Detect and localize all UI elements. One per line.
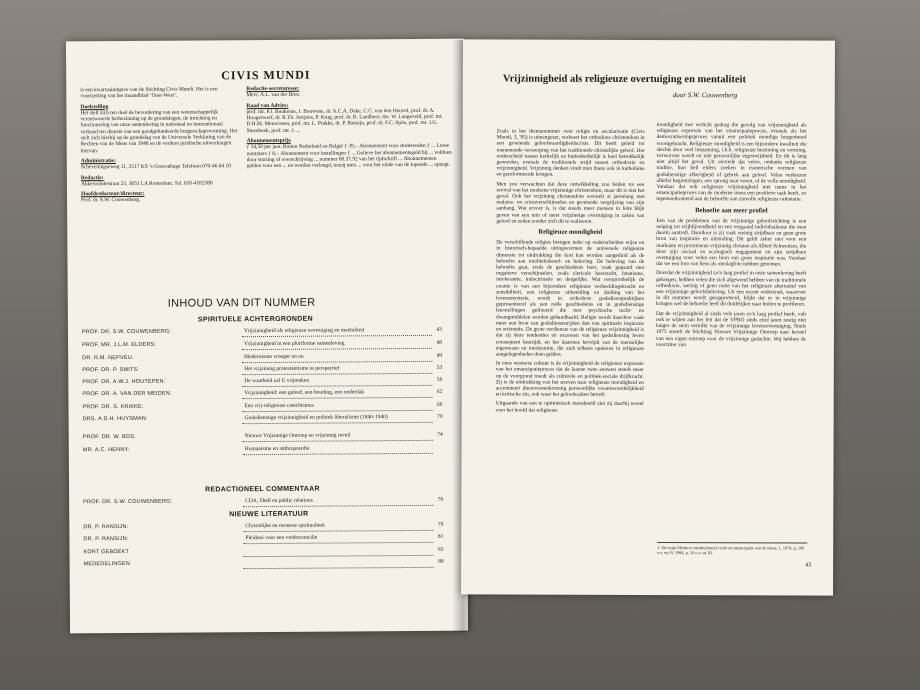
toc-section-literatuur: NIEUWE LITERATUUR [229, 510, 309, 519]
toc-title: INHOUD VAN DIT NUMMER [167, 296, 316, 310]
toc-page-number: 53 [436, 364, 443, 371]
toc-title-text [246, 559, 416, 560]
toc-title-text: Nieuwe Vrijzinnige Omroep en vrijzinnig reveil [244, 432, 351, 440]
toc-dotted-leader [243, 440, 433, 442]
administratie-text: Scheveningseweg 11, 2517 KS ’s-Gravenhage Telefoon 070-46 04 10 [80, 163, 231, 171]
toc-title-text: Vrijzinnigheid: een geloof, een houding, een onderdak [244, 389, 365, 397]
toc-title-text: Christelijke en oosterse spiritualiteit [245, 522, 325, 530]
toc-title-text: Een vrij-religieuze catechismus [244, 402, 314, 410]
toc-row [83, 432, 443, 446]
toc-page-number: 70 [437, 413, 443, 420]
toc-page-number: 78 [437, 496, 444, 503]
colophon-column-left [80, 86, 241, 204]
page-number: 43 [805, 562, 812, 569]
toc-row [83, 497, 443, 511]
administratie-heading: Administratie: [80, 158, 116, 165]
toc-dotted-leader [243, 542, 433, 544]
intro-text: is een kwartaaluitgave van de Stichting Civis Mundi. Het is een voortzetting van het maandblad ‘Oost-West’. [80, 86, 218, 100]
toc-title-text: Godsdienstige vrijzinnigheid en politiek liberalisme (1840-1940) [244, 414, 388, 422]
article-paragraph: Men zou verwachten dat deze ontwikkeling zou leiden tot een revival van het moderne vrijzinnige christendom, maar dit is niet het geval. Ook het vrijzinnig christendom worstelt al jarenlang met malaise- en crisisverschijnselen en groeiende vergrijzing van zijn aanhang. Wat ervoor is, is dat steeds meer mensen in feite blijk geven van een min of meer vrijzinnige overtuiging in zaken van geloof en zeden zonder zich dit te realiseren. [496, 181, 645, 225]
toc-author: PROF. DR. A.W.J. HOUTEPEN: [82, 378, 166, 386]
pencil-mark: 368 a [659, 4, 687, 18]
toc-author: KORT GEBOEKT [83, 548, 130, 556]
section-heading-behoefte: Behoefte aan meer profiel [695, 206, 768, 215]
toc-author: PROF. DR. P. SMITS: [82, 366, 140, 374]
abonnement-heading: Abonnementsprijs [246, 137, 291, 145]
toc-dotted-leader [244, 555, 434, 557]
toc-author: MEDEDELINGEN [83, 560, 131, 568]
toc-title-text: Vrijzinnigheid in een pluriforme samenleving [244, 340, 345, 348]
toc-title-text: Modernisme vroeger en nu [244, 353, 304, 361]
toc-author: PROF. DR. S. KRIKKE: [82, 403, 144, 411]
raad-heading: Raad van Advies: [246, 102, 289, 109]
toc-row [82, 327, 442, 341]
article-paragraph: Een van de problemen van de vrijzinnige geloofsrichting is een neiging tot vrijblijvendheid en een vergaand individualisme die men daarin aantreft. Daardoor is zij vaak weinig strijdbaar en geen grote bron van inspiratie en uitstraling. Dit geldt zeker niet voor een markante en prominente vrijzinnig christen als Albert Schweitzer, die door zijn sociaal en ecologisch engagement en zijn strijdbare overtuiging voor velen een bron van grote inspiratie was. Vandaar dat we een foto van hem als omslagfoto hebben genomen. [656, 217, 807, 268]
article-paragraph: Uitgaande van een te optimistisch mensbeeld ziet zij daarbij teveel over het hoofd dat religieuze [495, 400, 644, 414]
colophon-column-right [246, 85, 452, 170]
toc-dotted-leader [243, 422, 433, 424]
toc-dotted-leader [243, 453, 433, 455]
toc-title-text [245, 547, 415, 548]
toc-author: PROF. DR. A. VAN DER MEIDEN: [82, 390, 172, 398]
toc-title-text: Humanisme en anthroposofie [244, 445, 310, 453]
toc-author: PROF. DR. W. BOS: [82, 433, 136, 441]
article-paragraph: mondigheid met verlicht gedrag die gevolg van vrijzinnigheid als religieuze expressie van het emancipatieproces, evenals als het democratiseringsproces vanuit een politiek mondige burgerbesef voortgebracht. Religieuze mondigheid is een bijzondere kwaliteit die slechts door veel inspanning, i.h.b. religieuze bezinning en vorming, verworven wordt en niet persoonlijke eigenwijsheid. En dit is lang niet altijd het geval. Uit onvrede dat velen, ondanks religieuze traditie, hun heil elders zoeken in esoterische vormen van godsdienstige afkerigheid of gebrek aan geloof. Velen verkiezen allerlei begrenzingen, een sprong naar voren, of de volle mondigheid. Vandaar dat ook religieuze vrijzinnigheid met name in het emancipatieproces van de moderne mens een positieve taak heeft, zo tegemoetkomend aan de behoefte aan zinvolle religieuze oriëntatie. [656, 122, 807, 203]
toc-dotted-leader [242, 348, 432, 350]
toc-dotted-leader [242, 397, 432, 399]
toc-page-number: 74 [437, 431, 443, 438]
redactie-text: Akkerwindestraat 23, 3051 LA Rotterdam. Tel. 010-4182580 [80, 180, 213, 188]
toc-author: PROF. DR. S.W. COUWENBERG: [83, 498, 173, 506]
toc-author: DRS. A.D.H. HUYSMAN: [82, 415, 148, 423]
section-heading-religieuze-mondigheid: Religieuze mondigheid [538, 228, 603, 236]
toc-author: DR. R.M. NEPVEU: [82, 354, 134, 362]
toc-dotted-leader [242, 373, 432, 375]
toc-row [82, 340, 442, 354]
toc-page-number: 79 [437, 521, 444, 528]
toc-page-number: 48 [436, 339, 443, 346]
toc-row [83, 534, 443, 548]
article-paragraph: De verschillende religies brengen ieder op onderscheiden wijze en in historisch-bepaalde uitingsvormen de universele religieuze dimensie tot uitdrukking die kort kan worden aangeduid als de behoefte aan totaliteitsbesef- en beleving. De beleving van de behoefte gaat, zoals de geschiedenis leert, vaak gepaard met negatieve verschijnselen, zoals clericale heerzucht, fanatisme, intolerantie, indoctrinatie en dergelijke. Wat oorspronkelijk de creatie is van een bijzondere religieuze verbeeldingskracht en sensibiliteit, een religieuze uitbeelding en duiding van het levensmysterie, wordt in orthodoxe godsdienstpraktijken gepresenteerd als een reële geschiedenis en in godsdienstige leerstellingen gefixeerd die met psychische tucht- en dwangmiddelen worden gehandhaafd. Religie wordt daardoor vaak meer een bron van godsdienststrijden dan van spirituele inspiratie en oriëntatie. De grote verdienste van de religieuze vrijzinnigheid is dat zij deze tendenties en excessen van het godsdienstig leven consequent bestrijdt, en het daarmee bevrijdt van de menselijke eigenwaan en intolerantie, die zich telkens opnieuw in religieuze aangelegenheden doen gelden. [495, 239, 645, 358]
toc-title-text: Het vrijzinnig protestantisme in perspectief [244, 365, 340, 373]
toc-title-text: Vrijzinnigheid als religieuze overtuiging en mentaliteit [243, 327, 365, 335]
article-paragraph: Dat de vrijzinnigheid al sinds vele jaren zo'n laag profiel heeft, valt ook te wijten aan het feit dat de VPRO sinds eind jaren zestig niet langer de stem vertolkt van de vrijzinnige levensovertuiging. Sinds 1975 streeft de Stichting Nieuwe Vrijzinnige Omroep naar herstel van een eigen omroep voor de vrijzinnige gedachte. Wij hebben de voorzitter van [655, 310, 807, 348]
toc-page-number: 56 [436, 376, 443, 383]
hoofdredacteur-heading: Hoofdredacteur/directeur: [80, 191, 145, 198]
toc-row [84, 559, 444, 573]
toc-dotted-leader [242, 385, 432, 387]
doelstelling-heading: Doelstelling [80, 103, 109, 110]
toc-page-number: 88 [438, 558, 444, 565]
toc-author: PROF. DR. S.W. COUWENBERG: [81, 328, 172, 336]
toc-title-text: Pleidooi voor een vredesconcilie [245, 534, 318, 542]
toc-dotted-leader [243, 505, 433, 507]
toc-author: PROF. MR. J.L.M. ELDERS: [82, 341, 157, 349]
abonnement-text: ƒ 34,50 per jaar. Buiten Nederland en België ƒ 39,-. Abonnement voor studerenden ƒ ... Losse nummers ƒ 8,-. Abonnement voor instellingen ƒ ... Gelieve het abonnementsgeld bij ... voldoen door storting of overschrijving ... nummer 60.37.92 van het tijdschrift ... Abonnementen gelden voor een ... en worden verlengd, tenzij men ... voor het einde van de lopende ... opzegt. [246, 143, 452, 170]
right-page [461, 39, 835, 595]
toc-page-number: 49 [436, 352, 443, 359]
article-author: door S.W. Couwenberg [672, 91, 738, 100]
article-paragraph: Zoals in het themanummer over religie en secularisatie (Civis Mundi, 3, '85) is uiteengezet, verkeert het orthodoxe christendom in een groeiende geloofwaardigheidscrisis. Dit heeft geleid tot toenemende verwerping van het traditionele christelijke geloof. Het onderscheid tussen kerkelijk en buitenkerkelijk is heel betrekkelijk geworden, evenals de traditionele strijd tussen orthodoxie en vrijzinnigheid. Vrijzinnig denken vindt men thans ook in katholieke en gereformeerde kringen. [496, 128, 645, 179]
toc-page-number: 43 [436, 326, 442, 333]
left-page [66, 39, 468, 634]
doelstelling-text: Het stelt zich ten doel de bevordering van een wetenschappelijk verantwoorde herbezinning op de grondslagen, de inrichting en functionering van onze samenleving in nationaal en internationaal verband ten dienste van een goedgefundeerde burgerschapsvorming. Het stelt zich hierbij op de grondslag van de Universele Verklaring van de Rechten van de Mens van 1948 en de verdere juridische uitwerkingen hiervan. [80, 109, 238, 154]
article-column-1 [496, 128, 645, 416]
article-column-2 [656, 122, 807, 351]
toc-dotted-leader [244, 567, 434, 569]
toc-author: MR. A.C. HENNY: [82, 446, 130, 454]
toc-row [82, 389, 442, 403]
redactie-heading: Redactie: [80, 174, 104, 181]
raad-text: prof. mr. P.J. Boukema, J. Bouwens, dr. A.C.A. Dake, C.C. van den Heuvel, prof. dr. A. Hoogerwerf, dr. R.Th. Jurrjens, P. Krug, prof. dr. B. Landheer, drs. W. Langeveld, prof. mr. D.H.M. Meuwissen, prof. mr. L. Prakke, dr. P. Ransijn, prof. dr. F.C. Spits, prof. mr. J.G. Steenbeek, prof. mr. J. ... [246, 107, 443, 134]
toc-dotted-leader [242, 335, 432, 337]
article-paragraph: In onze westerse cultuur is de vrijzinnigheid de religieuze expressie van het emancipatieproces dat de laatste twee eeuwen steeds meer op de voorgrond treedt als culturele en politiek-sociale drijfkracht. Zij is de uitdrukking van het streven naar religieuze mondigheid en accentueert dienovereenkomstig persoonlijke verantwoordelijkheid en kritische zin, ook waar het geloofszaken betreft. [495, 360, 644, 398]
article-title: Vrijzinnigheid als religieuze overtuiging en mentaliteit [502, 73, 746, 86]
article-paragraph: Doordat de vrijzinnigheid zo'n laag profiel in onze samenleving heeft gekregen, hebben velen die zich afgewend hebben van de traditionele orthodoxie, weinig of geen notie van het religieuze alternatief van een vrijzinnige geloofsbeleving. Uit een recent onderzoek, waarover in dit nummer wordt gerapporteerd, blijkt dat er in vrijzinnige kringen wel de behoefte leeft dit duidelijker naar buiten te profileren. [656, 270, 807, 309]
toc-page-number: 81 [437, 533, 444, 540]
toc-author: DR. P. RANSIJN: [83, 535, 129, 543]
toc-author: DR. P. RANSIJN: [83, 523, 129, 531]
footnote: 1. Zie mijn Modern constitutioneel recht en emancipatie van de mens, 1, 1979, p. 196 e.v. en IV 1984, p. 16 e.v. en 30. [657, 542, 807, 556]
toc-title-text: De waarheid zal U vrijmaken [244, 377, 310, 385]
toc-dotted-leader [243, 530, 433, 532]
hoofdredacteur-text: Prof. dr. S.W. Couwenberg. [81, 197, 141, 204]
toc-page-number: 62 [436, 388, 443, 395]
toc-section-commentaar: REDACTIONEEL COMMENTAAR [205, 485, 320, 494]
toc-dotted-leader [243, 410, 433, 412]
toc-dotted-leader [242, 361, 432, 363]
masthead: CIVIS MUNDI [221, 67, 311, 83]
toc-row [83, 414, 443, 428]
secretaresse-text: Mevr. A.L. van der Bree. [246, 92, 301, 99]
toc-page-number: 83 [437, 546, 444, 553]
toc-title-text: CDA, Shell en public relations [245, 497, 313, 505]
toc-section-spiritueel: SPIRITUELE ACHTERGRONDEN [197, 315, 313, 324]
toc-row [83, 445, 443, 459]
toc-page-number: 66 [436, 401, 443, 408]
secretaresse-heading: Redactie-secretaresse: [246, 85, 300, 93]
